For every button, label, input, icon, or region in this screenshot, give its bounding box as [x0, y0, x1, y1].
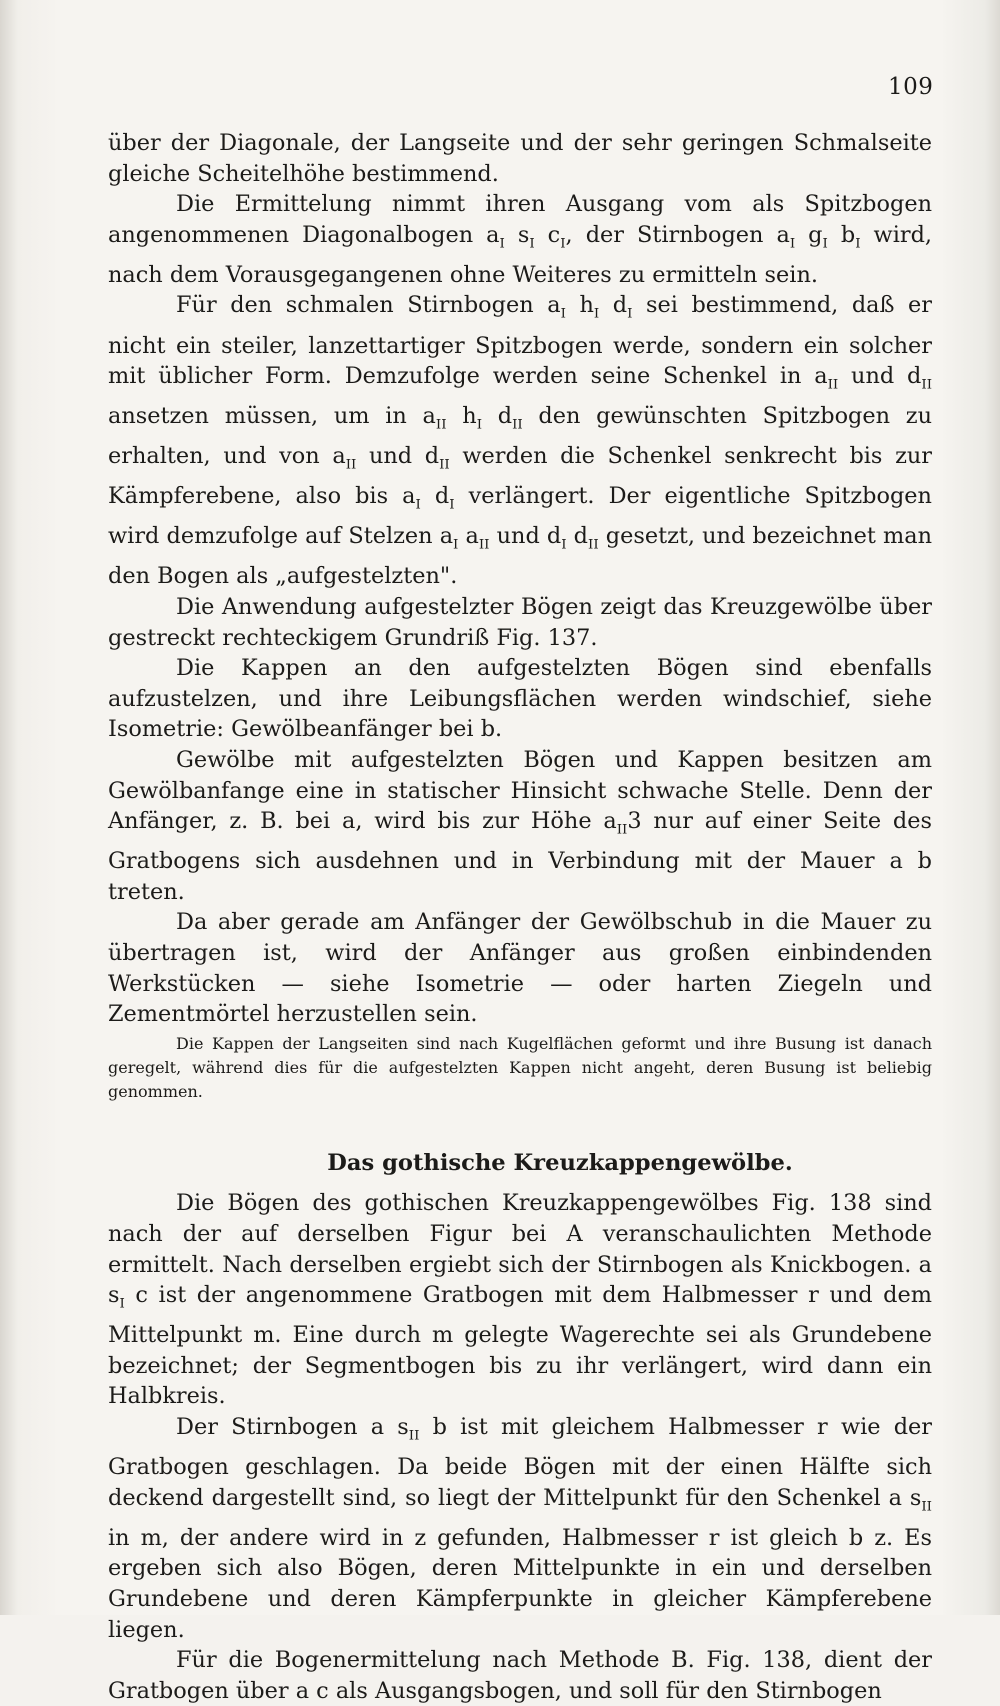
paragraph: Für den schmalen Stirnbogen $a_I$ $h_I$ $d_I$ sei bestimmend, daß er nicht ein steiler, lanzettartiger Spitzbogen werde, sondern ein solcher mit üblicher Form. Demzufolge werden seine Schenkel in $a_{II}$ und $d_{II}$ ansetzen müssen, um in $a_{II}$ $h_I$ $d_{II}$ den gewünschten Spitzbogen zu erhalten, und von $a_{II}$ und $d_{II}$ werden die Schenkel senkrecht bis zur Kämpferebene, also bis $a_I$ $d_I$ verlängert. Der eigentliche Spitzbogen wird demzufolge auf Stelzen $a_I$ $a_{II}$ und $d_I$ $d_{II}$ gesetzt, und bezeichnet man den Bogen als „aufgestelzten".: [108, 292, 933, 590]
paragraph: Der Stirnbogen a $s_{II}$ b ist mit gleichem Halbmesser r wie der Gratbogen geschlagen. Da beide Bögen mit der einen Hälfte sich deckend dargestellt sind, so liegt der Mittelpunkt für den Schenkel a $s_{II}$ in m, der andere wird in z gefunden, Halbmesser r ist gleich b z. Es ergeben sich also Bögen, deren Mittelpunkte in ein und derselben Grundebene und deren Kämpferpunkte in gleicher Kämpferebene liegen.: [108, 1414, 932, 1643]
footnote: Die Kappen der Langseiten sind nach Kugelflächen geformt und ihre Busung ist danach geregelt, während dies für die aufgestelzten Kappen nicht angeht, deren Busung ist beliebig genommen.: [108, 1033, 932, 1102]
paragraph: über der Diagonale, der Langseite und der sehr geringen Schmalseite gleiche Scheitelhöhe bestimmend.: [108, 130, 932, 187]
paragraph: Da aber gerade am Anfänger der Gewölbschub in die Mauer zu übertragen ist, wird der Anfänger aus großen einbindenden Werkstücken — siehe Isometrie — oder harten Ziegeln und Zementmörtel herzustellen sein.: [108, 909, 932, 1028]
paragraph: Die Anwendung aufgestelzter Bögen zeigt das Kreuzgewölbe über gestreckt rechteckigem Grundriß Fig. 137.: [108, 594, 932, 651]
paragraph: Die Bögen des gothischen Kreuzkappengewölbes Fig. 138 sind nach der auf derselben Figur bei A veranschaulichten Methode ermittelt. Nach derselben ergiebt sich der Stirnbogen als Knickbogen. a $s_I$ c ist der angenommene Gratbogen mit dem Halbmesser r und dem Mittelpunkt m. Eine durch m gelegte Wagerechte sei als Grundebene bezeichnet; der Segmentbogen bis zu ihr verlängert, wird dann ein Halbkreis.: [108, 1190, 932, 1410]
paragraph: Die Ermittelung nimmt ihren Ausgang vom als Spitzbogen angenommenen Diagonalbogen $a_I$ $s_I$ $c_I$, der Stirnbogen $a_I$ $g_I$ $b_I$ wird, nach dem Vorausgegangenen ohne Weiteres zu ermitteln sein.: [108, 191, 933, 288]
paragraph: Gewölbe mit aufgestelzten Bögen und Kappen besitzen am Gewölbanfange eine in statischer Hinsicht schwache Stelle. Denn der Anfänger, z. B. bei a, wird bis zur Höhe $a_{II}3$ nur auf einer Seite des Gratbogens sich ausdehnen und in Verbindung mit der Mauer a b treten.: [108, 746, 933, 905]
page-number: 109: [888, 74, 934, 100]
section-heading: Das gothische Kreuzkappengewölbe.: [327, 1150, 793, 1177]
paragraph: Die Kappen an den aufgestelzten Bögen sind ebenfalls aufzustelzen, und ihre Leibungsflächen werden windschief, siehe Isometrie: Gewölbeanfänger bei b.: [108, 655, 932, 743]
paragraph: Für die Bogenermittelung nach Methode B. Fig. 138, dient der Gratbogen über a c als Ausgangsbogen, und soll für den Stirnbogen: [108, 1647, 932, 1704]
body-text: [108, 128, 932, 1706]
